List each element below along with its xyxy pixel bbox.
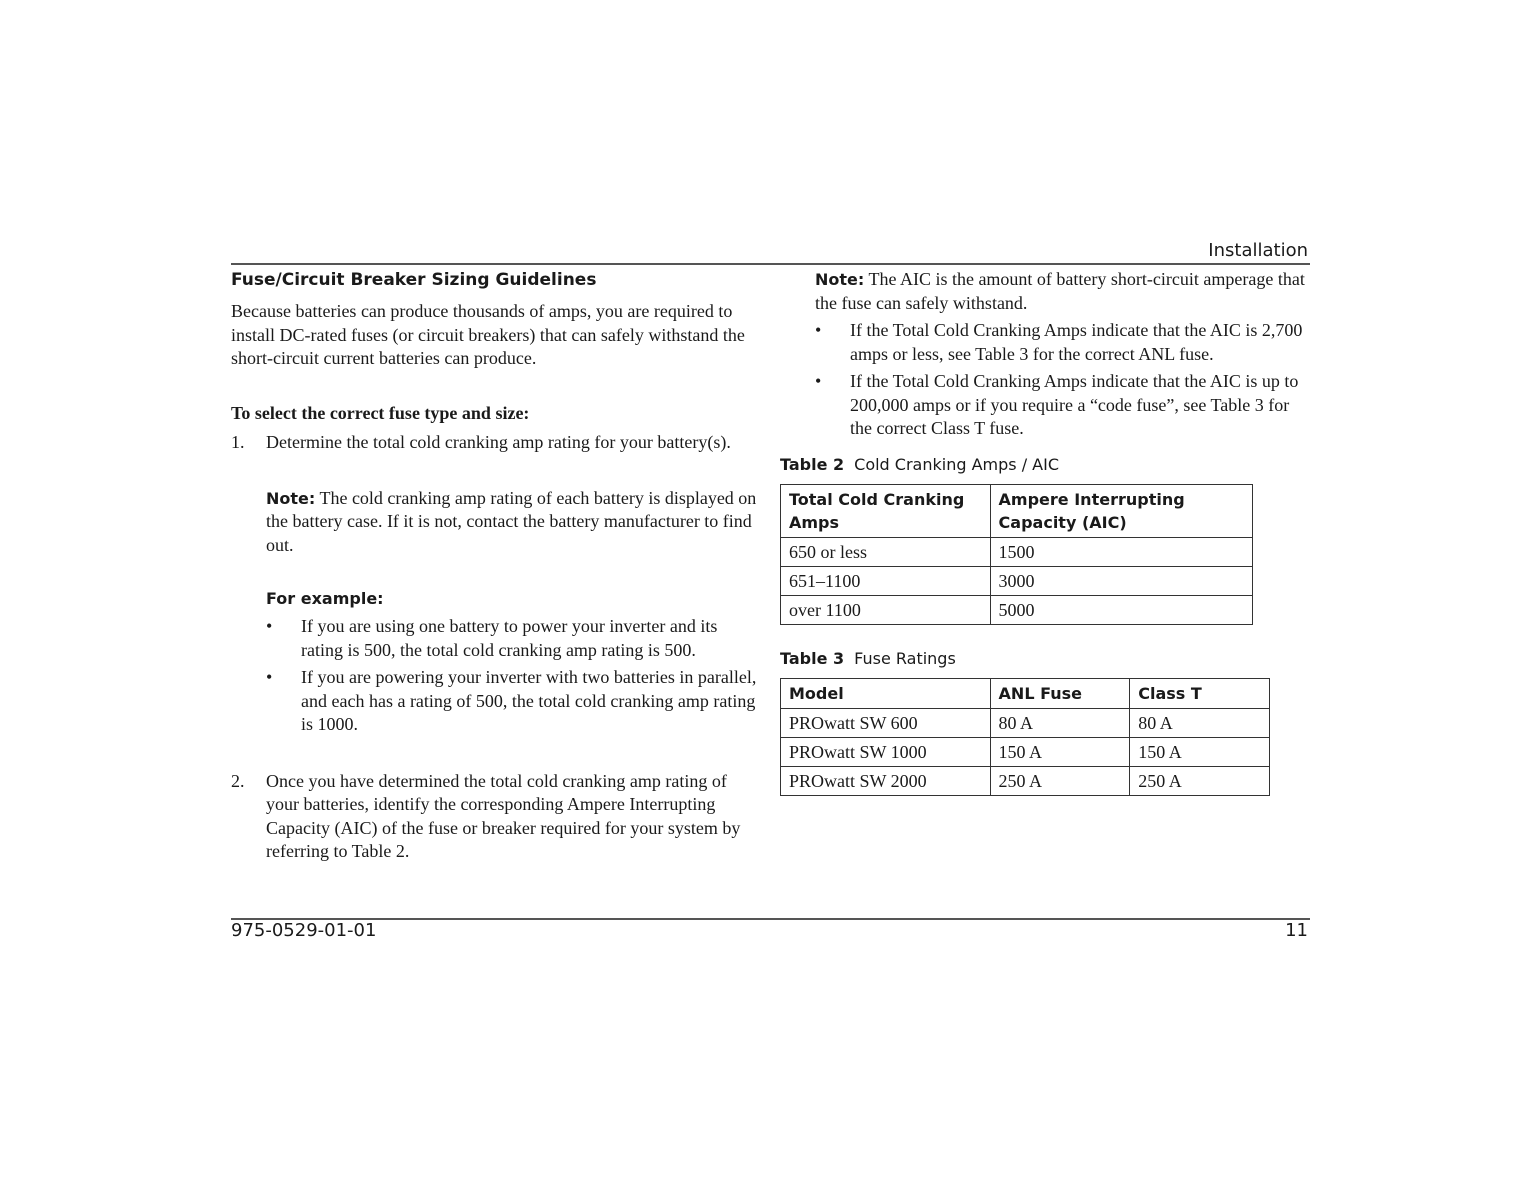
bullet-icon: • xyxy=(266,667,273,687)
bullet-icon: • xyxy=(815,371,822,391)
header-rule xyxy=(231,263,1310,265)
step-number: 1. xyxy=(231,432,245,452)
note-battery-rating xyxy=(231,487,761,558)
table-cell: PROwatt SW 1000 xyxy=(781,738,991,767)
table-caption-text: Cold Cranking Amps / AIC xyxy=(854,455,1059,474)
aic-list xyxy=(780,319,1310,441)
list-item-text: If the Total Cold Cranking Amps indicate that the AIC is 2,700 amps or less, see Table 3 for the correct ANL fuse. xyxy=(850,320,1303,364)
list-item xyxy=(815,370,1310,441)
table-row xyxy=(781,709,1270,738)
table-cell: 651–1100 xyxy=(781,567,991,596)
procedure-heading: To select the correct fuse type and size: xyxy=(231,402,530,423)
bullet-icon: • xyxy=(266,616,273,636)
right-column xyxy=(780,268,1310,441)
table-header-row xyxy=(781,485,1253,538)
table-cell: PROwatt SW 600 xyxy=(781,709,991,738)
table-cell: 5000 xyxy=(990,596,1252,625)
table-cell: 250 A xyxy=(990,767,1130,796)
table-cell: 80 A xyxy=(990,709,1130,738)
table-caption-label: Table 3 xyxy=(780,649,845,668)
table-cell: PROwatt SW 2000 xyxy=(781,767,991,796)
table-cell: over 1100 xyxy=(781,596,991,625)
table-cell: 250 A xyxy=(1130,767,1270,796)
list-item-text: If you are using one battery to power your inverter and its rating is 500, the total cold cranking amp rating is 500. xyxy=(301,616,718,660)
list-item xyxy=(266,615,761,662)
note-text: The cold cranking amp rating of each battery is displayed on the battery case. If it is not, contact the battery manufacturer to find out. xyxy=(266,487,757,555)
table-header-cell: ANL Fuse xyxy=(990,679,1130,709)
note-label: Note: xyxy=(815,270,865,289)
table-row xyxy=(781,567,1253,596)
table-row xyxy=(781,538,1253,567)
list-item xyxy=(815,319,1310,366)
table-3-caption xyxy=(780,649,956,668)
page-header-title: Installation xyxy=(1208,240,1308,261)
step-2 xyxy=(231,770,761,864)
table-3 xyxy=(780,678,1270,796)
table-cell: 3000 xyxy=(990,567,1252,596)
note-label: Note: xyxy=(266,488,316,508)
list-item-text: If you are powering your inverter with two batteries in parallel, and each has a rating of 500, the total cold cranking amp rating is 1000. xyxy=(301,667,757,734)
footer-doc-number: 975-0529-01-01 xyxy=(231,920,377,941)
step-text: Determine the total cold cranking amp rating for your battery(s). xyxy=(266,432,731,452)
list-item-text: If the Total Cold Cranking Amps indicate that the AIC is up to 200,000 amps or if you require a “code fuse”, see Table 3 for the correct Class T fuse. xyxy=(850,371,1299,438)
section-title: Fuse/Circuit Breaker Sizing Guidelines xyxy=(231,270,597,290)
step-number: 2. xyxy=(231,770,245,791)
table-header-cell: Class T xyxy=(1130,679,1270,709)
list-item xyxy=(266,666,761,737)
example-heading: For example: xyxy=(266,589,384,608)
example-list xyxy=(231,615,761,737)
table-caption-label: Table 2 xyxy=(780,455,845,474)
table-header-cell: Total Cold Cranking Amps xyxy=(781,485,991,538)
table-row xyxy=(781,738,1270,767)
footer-rule xyxy=(231,918,1310,920)
table-cell: 80 A xyxy=(1130,709,1270,738)
table-cell: 150 A xyxy=(990,738,1130,767)
table-header-row xyxy=(781,679,1270,709)
bullet-icon: • xyxy=(815,320,822,340)
table-row xyxy=(781,767,1270,796)
table-2 xyxy=(780,484,1253,625)
footer-page-number: 11 xyxy=(1285,920,1308,941)
table-header-cell: Model xyxy=(781,679,991,709)
step-1 xyxy=(231,431,761,455)
table-caption-text: Fuse Ratings xyxy=(854,649,956,668)
table-cell: 1500 xyxy=(990,538,1252,567)
table-2-caption xyxy=(780,455,1059,474)
intro-paragraph: Because batteries can produce thousands of amps, you are required to install DC-rated fuses (or circuit breakers) that can safely withstand the short-circuit current batteries can produce. xyxy=(231,301,745,368)
table-cell: 650 or less xyxy=(781,538,991,567)
left-column xyxy=(231,268,761,864)
step-text: Once you have determined the total cold cranking amp rating of your batteries, identify the corresponding Ampere Interrupting Capacity (AIC) of the fuse or breaker required for your system by referring to Table 2. xyxy=(266,770,741,861)
table-row xyxy=(781,596,1253,625)
note-text: The AIC is the amount of battery short-circuit amperage that the fuse can safely withstand. xyxy=(815,269,1305,313)
table-cell: 150 A xyxy=(1130,738,1270,767)
note-aic xyxy=(780,268,1310,315)
table-header-cell: Ampere Interrupting Capacity (AIC) xyxy=(990,485,1252,538)
